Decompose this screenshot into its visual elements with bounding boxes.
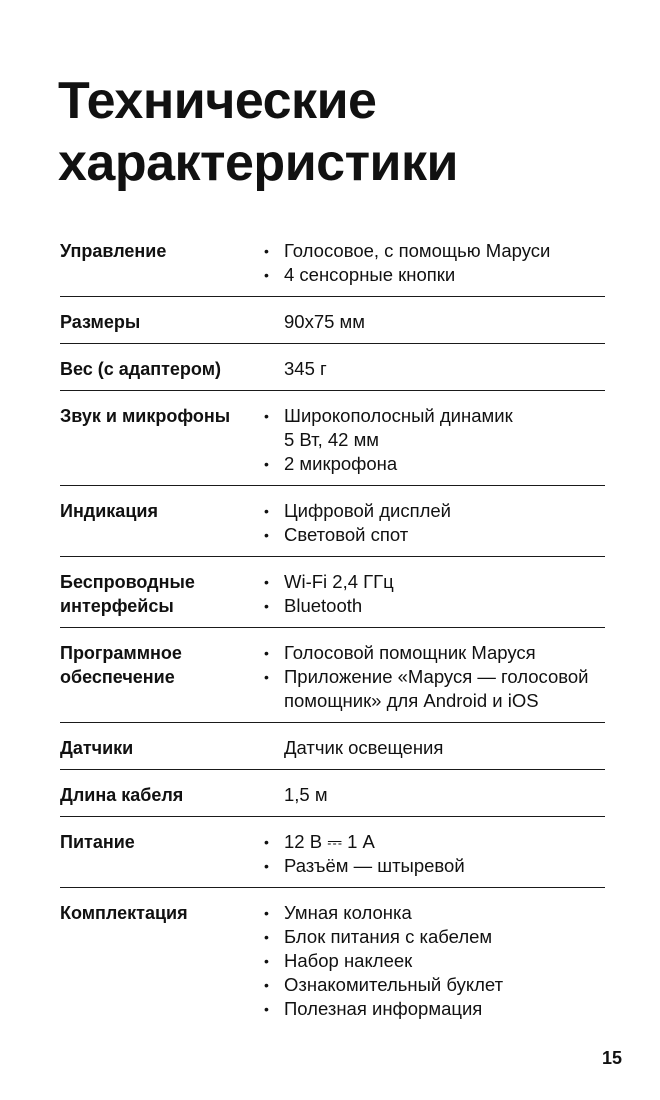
bullet-icon: • xyxy=(264,834,269,850)
spec-values xyxy=(264,239,605,287)
spec-value-text: Широкополосный динамик xyxy=(284,405,513,426)
spec-value-item xyxy=(264,404,605,452)
bullet-icon: • xyxy=(264,669,269,685)
bullet-icon: • xyxy=(264,243,269,259)
bullet-icon: • xyxy=(264,953,269,969)
spec-values xyxy=(264,830,605,878)
spec-values xyxy=(264,357,605,381)
spec-value-text: 345 г xyxy=(284,358,327,379)
spec-label xyxy=(60,830,264,854)
spec-value-text: 12 В ⎓ 1 А xyxy=(284,831,375,852)
spec-value-item xyxy=(264,570,605,594)
spec-value-text: Голосовой помощник Маруся xyxy=(284,642,536,663)
spec-value-text: 2 микрофона xyxy=(284,453,398,474)
spec-label-line: Вес (с адаптером) xyxy=(60,359,221,379)
spec-label-line: Комплектация xyxy=(60,903,188,923)
spec-value-item xyxy=(264,925,605,949)
spec-values xyxy=(264,404,605,476)
spec-value-item xyxy=(264,783,605,807)
bullet-icon: • xyxy=(264,598,269,614)
spec-value-text: 4 сенсорные кнопки xyxy=(284,264,456,285)
spec-value-item xyxy=(264,523,605,547)
spec-value-text: 5 Вт, 42 мм xyxy=(284,429,380,450)
spec-value-text: Датчик освещения xyxy=(284,737,444,758)
spec-values xyxy=(264,499,605,547)
spec-value-item xyxy=(264,736,605,760)
spec-label-line: Звук и микрофоны xyxy=(60,406,231,426)
spec-row xyxy=(60,567,605,628)
spec-label xyxy=(60,499,264,523)
spec-label xyxy=(60,239,264,263)
spec-value-item xyxy=(264,239,605,263)
spec-label xyxy=(60,570,264,618)
page-title xyxy=(58,70,458,194)
spec-value-text: Полезная информация xyxy=(284,998,483,1019)
spec-row xyxy=(60,780,605,817)
spec-values xyxy=(264,901,605,1021)
spec-value-item xyxy=(264,263,605,287)
spec-row xyxy=(60,733,605,770)
spec-value-text: Ознакомительный буклет xyxy=(284,974,504,995)
spec-label xyxy=(60,736,264,760)
spec-row xyxy=(60,401,605,486)
page-title-line: характеристики xyxy=(58,134,459,192)
spec-value-item xyxy=(264,949,605,973)
spec-value-text: Bluetooth xyxy=(284,595,363,616)
spec-value-text: 1,5 м xyxy=(284,784,328,805)
spec-value-text: Приложение «Маруся — голосовой xyxy=(284,666,589,687)
spec-value-item xyxy=(264,665,605,713)
bullet-icon: • xyxy=(264,267,269,283)
spec-value-item xyxy=(264,997,605,1021)
spec-label xyxy=(60,310,264,334)
bullet-icon: • xyxy=(264,408,269,424)
bullet-icon: • xyxy=(264,527,269,543)
bullet-icon: • xyxy=(264,929,269,945)
spec-label-line: Длина кабеля xyxy=(60,785,184,805)
spec-values xyxy=(264,783,605,807)
spec-value-item xyxy=(264,830,605,854)
spec-value-text: Световой спот xyxy=(284,524,409,545)
spec-values xyxy=(264,736,605,760)
bullet-icon: • xyxy=(264,574,269,590)
spec-label-line: Управление xyxy=(60,241,167,261)
page-number: 15 xyxy=(601,1048,622,1068)
spec-row xyxy=(60,898,605,1030)
spec-value-item xyxy=(264,452,605,476)
spec-label xyxy=(60,404,264,428)
spec-value-item xyxy=(264,357,605,381)
page-title-line: Технические xyxy=(58,72,377,130)
bullet-icon: • xyxy=(264,645,269,661)
spec-value-item xyxy=(264,973,605,997)
spec-row xyxy=(60,354,605,391)
spec-row xyxy=(60,496,605,557)
spec-value-item xyxy=(264,901,605,925)
spec-label xyxy=(60,783,264,807)
bullet-icon: • xyxy=(264,1001,269,1017)
spec-values xyxy=(264,310,605,334)
spec-value-text: 90x75 мм xyxy=(284,311,365,332)
spec-label xyxy=(60,357,264,381)
specs-table xyxy=(60,236,605,1040)
spec-value-item xyxy=(264,594,605,618)
spec-value-text: Цифровой дисплей xyxy=(284,500,452,521)
spec-label-line: интерфейсы xyxy=(60,596,174,616)
spec-row xyxy=(60,827,605,888)
spec-values xyxy=(264,641,605,713)
spec-row xyxy=(60,307,605,344)
spec-row xyxy=(60,236,605,297)
spec-label xyxy=(60,641,264,689)
spec-value-text: помощник» для Android и iOS xyxy=(284,690,539,711)
bullet-icon: • xyxy=(264,905,269,921)
spec-values xyxy=(264,570,605,618)
spec-label xyxy=(60,901,264,925)
spec-row xyxy=(60,638,605,723)
spec-value-text: Голосовое, с помощью Маруси xyxy=(284,240,551,261)
spec-value-text: Разъём — штыревой xyxy=(284,855,465,876)
spec-label-line: Беспроводные xyxy=(60,572,195,592)
spec-value-text: Набор наклеек xyxy=(284,950,413,971)
spec-value-text: Блок питания с кабелем xyxy=(284,926,493,947)
spec-label-line: Индикация xyxy=(60,501,158,521)
bullet-icon: • xyxy=(264,456,269,472)
spec-label-line: Размеры xyxy=(60,312,141,332)
spec-label-line: Датчики xyxy=(60,738,134,758)
bullet-icon: • xyxy=(264,858,269,874)
spec-label-line: Питание xyxy=(60,832,135,852)
spec-label-line: обеспечение xyxy=(60,667,175,687)
spec-value-item xyxy=(264,310,605,334)
spec-value-item xyxy=(264,499,605,523)
spec-value-item xyxy=(264,854,605,878)
bullet-icon: • xyxy=(264,977,269,993)
spec-value-text: Умная колонка xyxy=(284,902,412,923)
bullet-icon: • xyxy=(264,503,269,519)
spec-value-text: Wi-Fi 2,4 ГГц xyxy=(284,571,394,592)
spec-value-item xyxy=(264,641,605,665)
spec-label-line: Программное xyxy=(60,643,182,663)
